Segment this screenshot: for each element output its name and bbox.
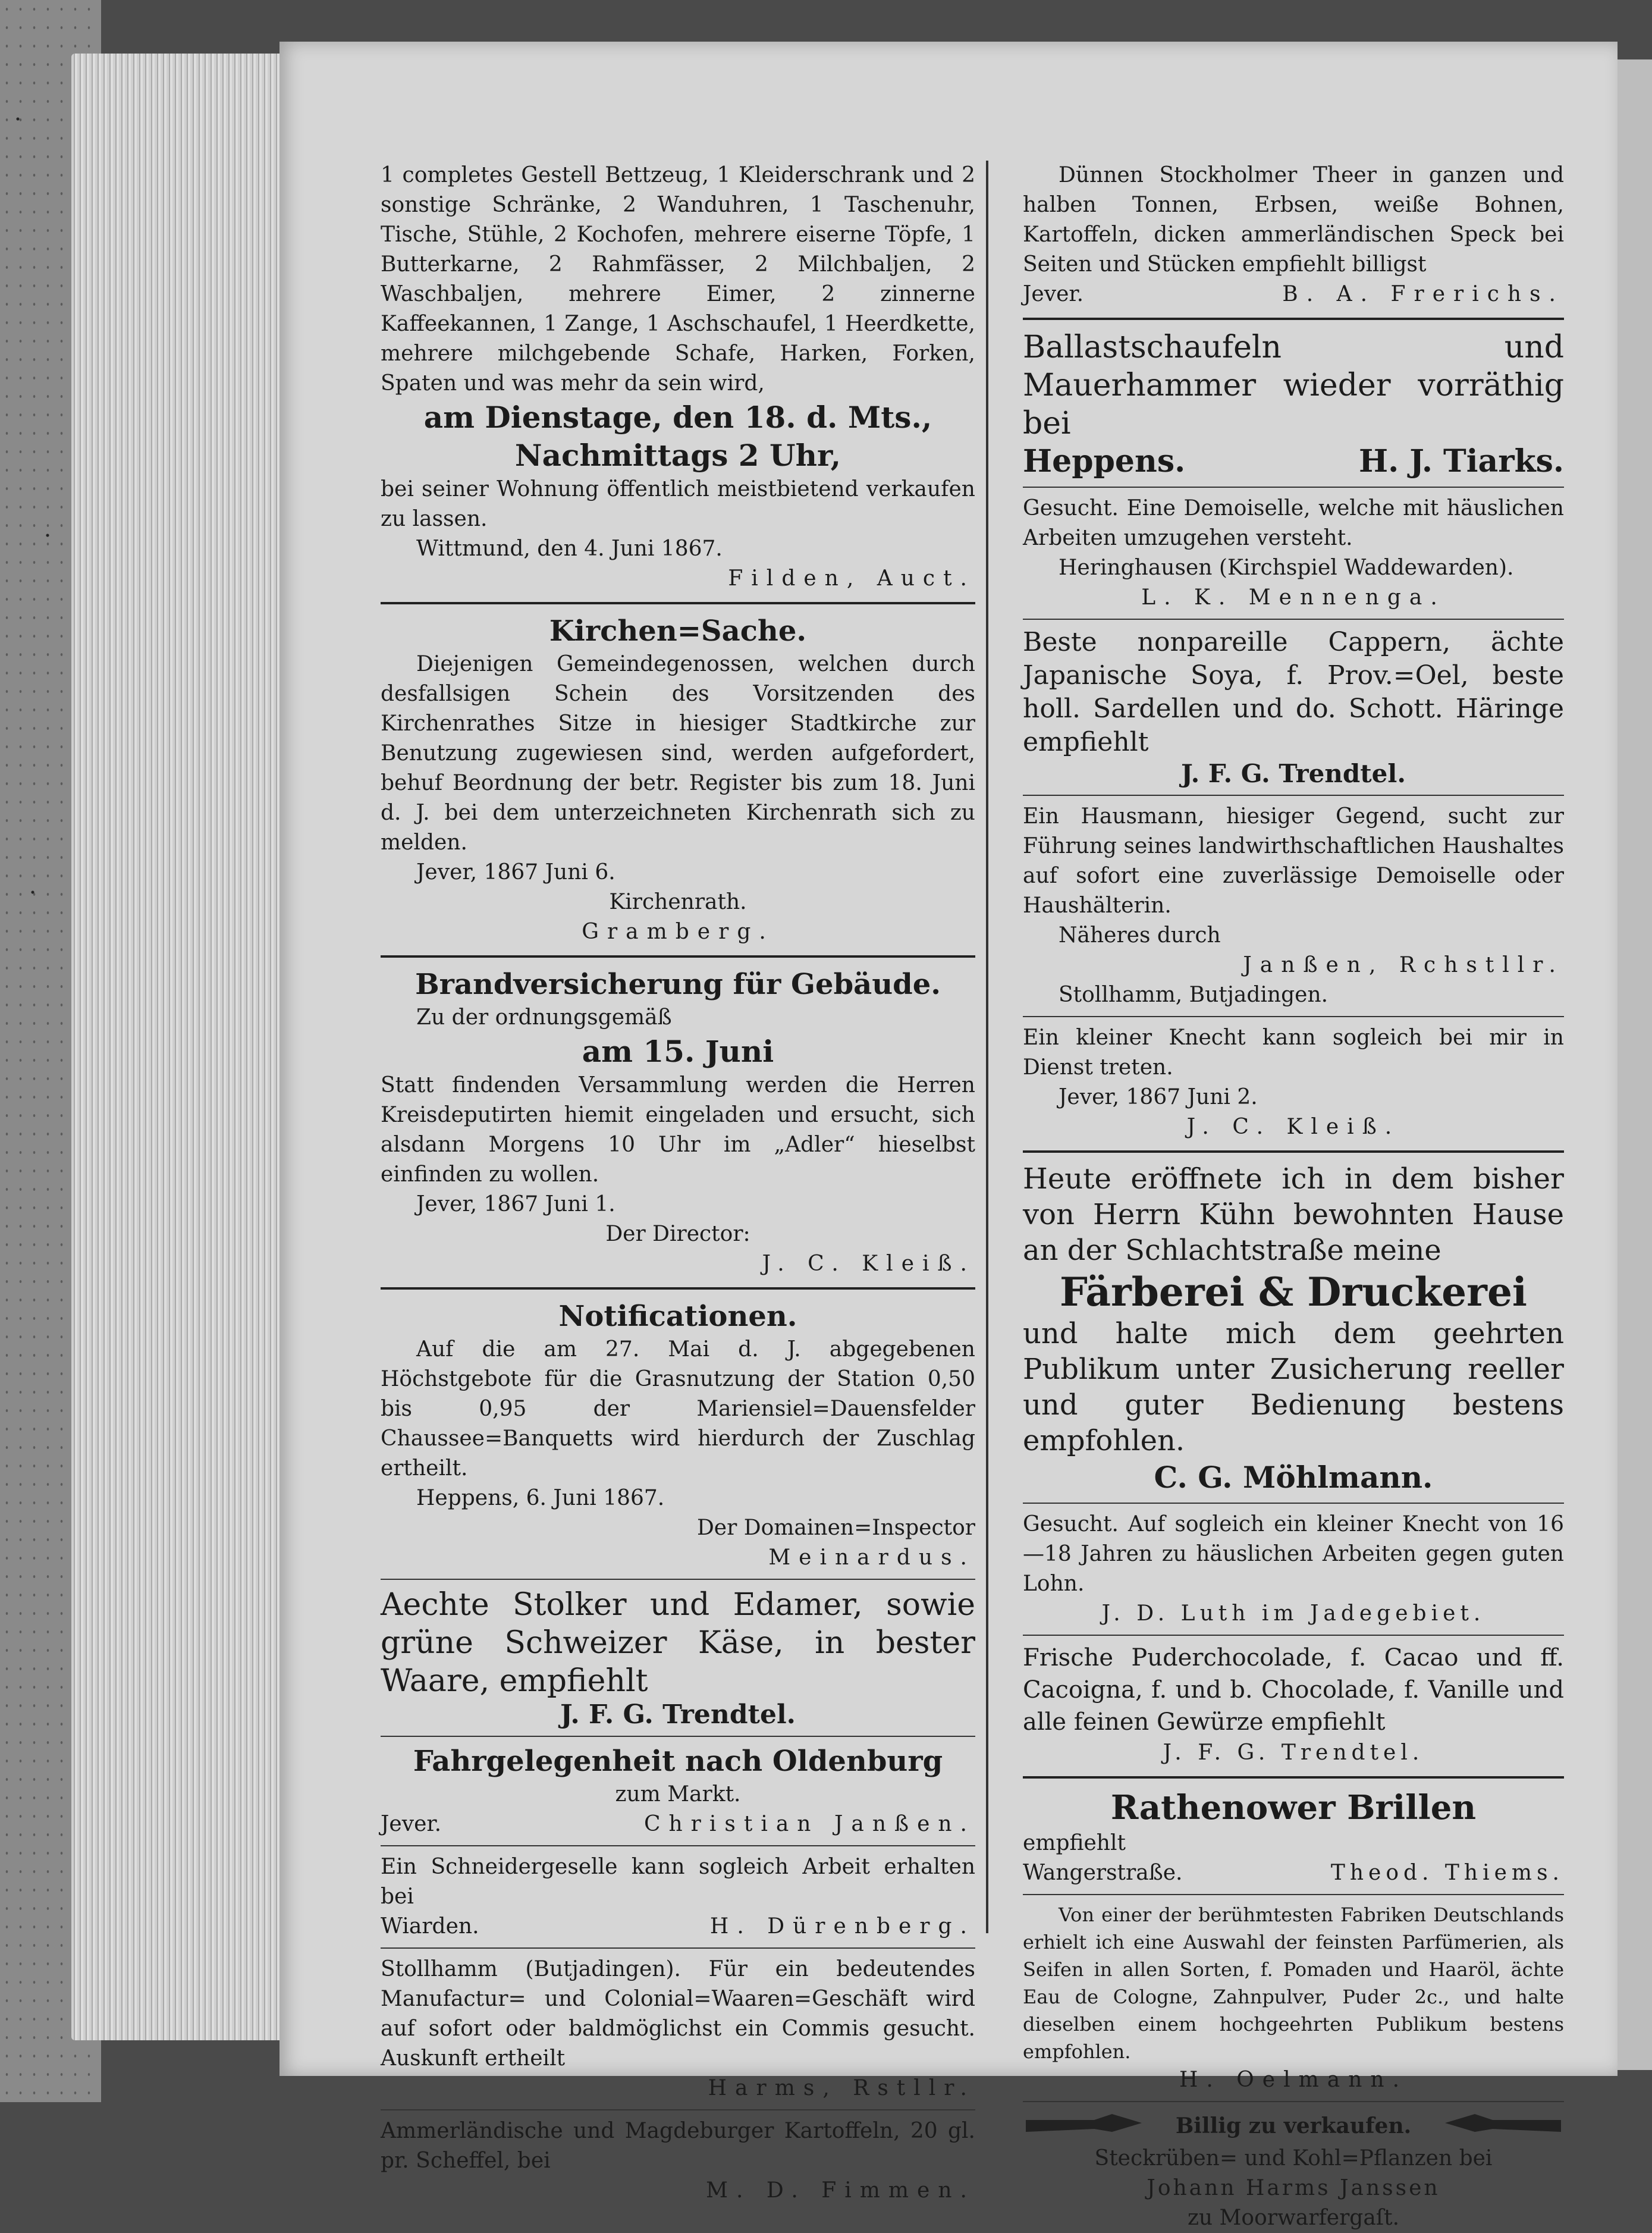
divider — [1023, 1894, 1564, 1895]
fahr-sub: zum Markt. — [615, 1782, 741, 1807]
schneider-footer — [381, 1912, 975, 1942]
theer-signature: B. A. Frerichs. — [1282, 282, 1564, 306]
theer-footer — [1023, 280, 1564, 309]
faerberei-text-2: und halte mich dem geehrten Publikum unter Zusicherung reeller und guter Bedienung bestens empfohlen. — [1023, 1317, 1564, 1457]
kaese-signature: J. F. G. Trendtel. — [560, 1699, 796, 1730]
auction-place: Wittmund, den 4. Juni 1867. — [416, 537, 723, 561]
billig-place: zu Moorwarfergaſt. — [1187, 2206, 1400, 2230]
page-edges — [71, 54, 291, 2040]
divider — [1023, 1635, 1564, 1636]
demoiselle-signature: L. K. Mennenga. — [1141, 585, 1446, 610]
commis-text: Stollhamm (Butjadingen). Für ein bedeutendes Manufactur= und Colonial=Waaren=Geschäft wird auf sofort oder baldmöglichst ein Commis gesucht. Auskunft ertheilt — [381, 1957, 975, 2071]
knecht-place: Jever, 1867 Juni 2. — [1059, 1085, 1258, 1109]
kaese-text: Aechte Stolker und Edamer, sowie grüne Schweizer Käse, in bester Waare, empfiehlt — [381, 1587, 975, 1699]
left-column — [381, 161, 975, 2206]
divider — [1023, 1150, 1564, 1153]
cappern-text: Beste nonpareille Cappern, ächte Japanische Soya, f. Prov.=Oel, beste holl. Sardellen und do. Schott. Häringe empfiehlt — [1023, 627, 1564, 757]
ballast-text: Ballastschaufeln und Mauerhammer wieder vorräthig bei — [1023, 330, 1564, 441]
theer-text: Dünnen Stockholmer Theer in ganzen und halben Tonnen, Erbsen, weiße Bohnen, Kartoffeln, dicken ammerländischen Speck bei Seiten und Stücken empfiehlt billigst — [1023, 163, 1564, 277]
column-divider — [986, 161, 988, 1933]
divider — [381, 1579, 975, 1580]
kirchen-org: Kirchenrath. — [609, 890, 747, 914]
billig-heading: Billig zu verkaufen. — [1175, 2113, 1412, 2138]
ballast-signature: H. J. Tiarks. — [1358, 443, 1564, 479]
fahr-signature: Christian Janßen. — [643, 1812, 975, 1836]
noti-role: Der Domainen=Inspector — [696, 1516, 975, 1540]
hausmann-more: Näheres durch — [1059, 923, 1221, 948]
brillen-place: Wangerstraße. — [1023, 1861, 1183, 1885]
divider — [1023, 1016, 1564, 1017]
kirchen-text: Diejenigen Gemeindegenossen, welchen durch desfallsigen Schein des Vorsitzenden des Kirchenrathes Sitze in hiesiger Stadtkirche zur Benutzung zugewiesen sind, werden aufgefordert, behuf Beordnung der betr. Register bis zum 18. Juni d. J. bei dem unterzeichneten Kirchenrath sich zu melden. — [381, 652, 975, 855]
knecht2-text: Gesucht. Auf sogleich ein kleiner Knecht von 16—18 Jahren zu häuslichen Arbeiten gegen guten Lohn. — [1023, 1512, 1564, 1596]
brand-heading: Brandversicherung für Gebäude. — [415, 968, 941, 1001]
fahr-place: Jever. — [381, 1812, 442, 1836]
divider — [1023, 487, 1564, 488]
divider — [381, 602, 975, 604]
kirchen-heading: Kirchen=Sache. — [549, 614, 807, 648]
divider — [381, 1947, 975, 1949]
cappern-signature: J. F. G. Trendtel. — [1181, 759, 1406, 788]
noti-heading: Notificationen. — [558, 1300, 797, 1333]
fahr-heading: Fahrgelegenheit nach Oldenburg — [413, 1745, 943, 1778]
brand-role: Der Director: — [605, 1222, 750, 1246]
knecht-signature: J. C. Kleiß. — [1186, 1115, 1400, 1139]
ballast-place: Heppens. — [1023, 443, 1186, 479]
billig-signature: Johann Harms Janssen — [1147, 2176, 1440, 2200]
divider — [1023, 619, 1564, 620]
faerberei-text: Heute eröffnete ich in dem bisher von Herrn Kühn bewohnten Hause an der Schlachtstraße meine — [1023, 1162, 1564, 1267]
fahr-footer — [381, 1809, 975, 1839]
schneider-text: Ein Schneidergeselle kann sogleich Arbeit erhalten bei — [381, 1855, 975, 1909]
divider — [1023, 1503, 1564, 1504]
brand-intro: Zu der ordnungsgemäß — [416, 1005, 672, 1030]
brillen-heading: Rathenower Brillen — [1110, 1788, 1477, 1827]
pointing-hand-right-icon — [1023, 2108, 1154, 2144]
noti-place: Heppens, 6. Juni 1867. — [416, 1486, 665, 1510]
faerberei-heading: Färberei & Druckerei — [1059, 1269, 1528, 1315]
divider — [1023, 795, 1564, 796]
divider — [381, 2109, 975, 2110]
parfum-text: Von einer der berühmtesten Fabriken Deutschlands erhielt ich eine Auswahl der feinsten Parfümerien, als Seifen in allen Sorten, f. Pomaden und Haaröl, ächte Eau de Cologne, Zahnpulver, Puder 2c., und halte dieselben einem hochgeehrten Publikum bestens empfohlen. — [1023, 1903, 1564, 2063]
brand-place: Jever, 1867 Juni 1. — [416, 1192, 615, 1216]
auction-items: 1 completes Gestell Bettzeug, 1 Kleiderschrank und 2 sonstige Schränke, 2 Wanduhren, 1 Taschenuhr, Tische, Stühle, 2 Kochofen, mehrere eiserne Töpfe, 1 Butterkarne, 2 Rahmfässer, 2 Milchbaljen, 2 Waschbaljen, mehrere Eimer, 2 zinnerne Kaffeekannen, 1 Zange, 1 Aschschaufel, 1 Heerdkette, mehrere milchgebende Schafe, Harken, Forken, Spaten und was mehr da sein wird, — [381, 163, 975, 396]
knecht2-signature: J. D. Luth im Jadegebiet. — [1101, 1601, 1485, 1626]
puder-signature: J. F. G. Trendtel. — [1163, 1740, 1424, 1765]
schneider-place: Wiarden. — [381, 1914, 479, 1939]
ballast-footer — [1023, 443, 1564, 481]
brand-date: am 15. Juni — [582, 1034, 774, 1069]
faerberei-signature: C. G. Möhlmann. — [1154, 1460, 1433, 1495]
noti-text: Auf die am 27. Mai d. J. abgegebenen Höchstgebote für die Grasnutzung der Station 0,50 bis 0,95 der Mariensiel=Dauensfelder Chaussee=Banquetts wird hierdurch der Zuschlag ertheilt. — [381, 1337, 975, 1481]
brillen-signature: Theod. Thiems. — [1330, 1861, 1564, 1885]
knecht-text: Ein kleiner Knecht kann sogleich bei mir in Dienst treten. — [1023, 1025, 1564, 1080]
theer-place: Jever. — [1023, 282, 1084, 306]
brand-signature: J. C. Kleiß. — [762, 1252, 975, 1276]
kartoffel-signature: M. D. Fimmen. — [706, 2178, 975, 2203]
divider — [381, 1736, 975, 1737]
next-page-edge — [1618, 59, 1652, 2070]
noti-signature: Meinardus. — [768, 1545, 975, 1570]
kirchen-place: Jever, 1867 Juni 6. — [416, 860, 615, 885]
kirchen-signature: Gramberg. — [582, 920, 774, 944]
parfum-signature: H. Oelmann. — [1179, 2068, 1408, 2092]
auction-signature: Filden, Auct. — [728, 566, 975, 591]
auction-date: am Dienstage, den 18. d. Mts., — [423, 400, 932, 435]
auction-time: Nachmittags 2 Uhr, — [514, 438, 841, 473]
demoiselle-place: Heringhausen (Kirchspiel Waddewarden). — [1059, 556, 1514, 580]
pointing-hand-left-icon — [1433, 2108, 1564, 2144]
hausmann-signature: Janßen, Rchstllr. — [1243, 953, 1564, 977]
divider — [1023, 318, 1564, 320]
auction-text: bei seiner Wohnung öffentlich meistbietend verkaufen zu lassen. — [381, 477, 975, 531]
divider — [381, 1287, 975, 1290]
divider — [1023, 1776, 1564, 1779]
commis-signature: Harms, Rstllr. — [708, 2076, 975, 2100]
hausmann-text: Ein Hausmann, hiesiger Gegend, sucht zur Führung seines landwirthschaftlichen Haushaltes auf sofort eine zuverlässige Demoiselle oder Haushälterin. — [1023, 804, 1564, 918]
kartoffel-text: Ammerländische und Magdeburger Kartoffeln, 20 gl. pr. Scheffel, bei — [381, 2119, 975, 2173]
brillen-text: empfiehlt — [1023, 1831, 1126, 1855]
schneider-signature: H. Dürenberg. — [709, 1914, 975, 1939]
brillen-footer — [1023, 1858, 1564, 1888]
newspaper-page — [279, 42, 1618, 2230]
puder-text: Frische Puderchocolade, f. Cacao und ff. Cacoigna, f. und b. Chocolade, f. Vanille und alle feinen Gewürze empfiehlt — [1023, 1644, 1564, 1736]
brand-text: Statt findenden Versammlung werden die Herren Kreisdeputirten hiemit eingeladen und ersucht, sich alsdann Morgens 10 Uhr im „Adler“ hieselbst einfinden zu wollen. — [381, 1073, 975, 1187]
right-column — [1023, 161, 1564, 2233]
billig-header — [1023, 2108, 1564, 2144]
hausmann-place: Stollhamm, Butjadingen. — [1059, 983, 1328, 1007]
billig-text: Steckrüben= und Kohl=Pflanzen bei — [1094, 2146, 1493, 2171]
demoiselle-text: Gesucht. Eine Demoiselle, welche mit häuslichen Arbeiten umzugehen versteht. — [1023, 496, 1564, 550]
divider — [381, 1845, 975, 1846]
divider — [381, 955, 975, 958]
